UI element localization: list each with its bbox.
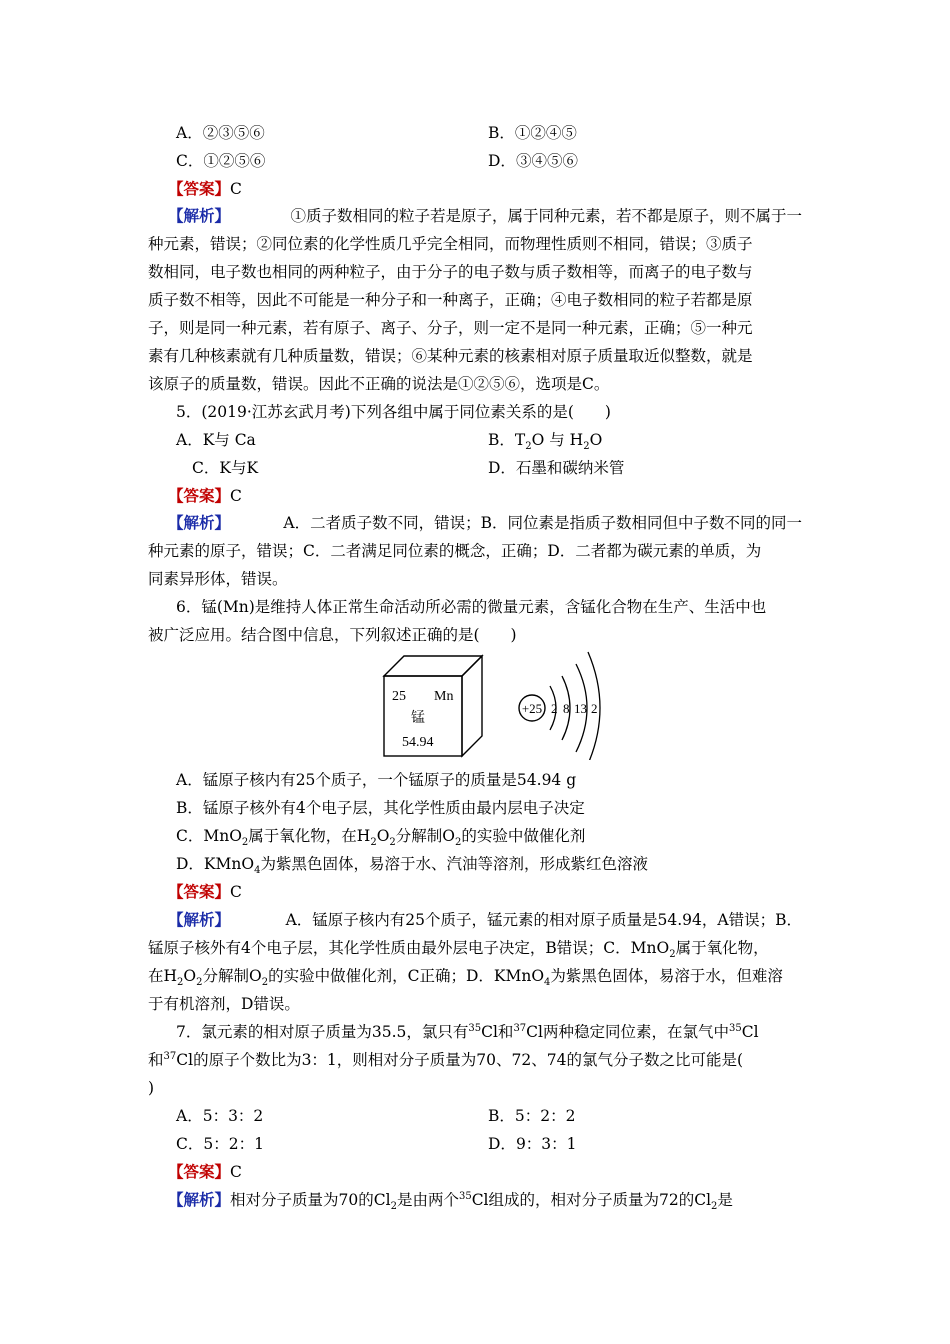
shell-electron-count: 8 [563,701,570,716]
manganese-figure [380,650,610,760]
q7-option-a: A．5：3：2 [176,1107,264,1125]
q7-explanation-line: 【解析】相对分子质量为70的$Cl_2$是由两个$^{35}$Cl组成的，相对分子质量为72的$Cl_2$是 [168,1190,733,1213]
q4-explanation-line: 【解析】 ①质子数相同的粒子若是原子，属于同种元素，若不都是原子，则不属于一 [168,206,802,225]
q7-stem-line: 和$^{37}$Cl的原子个数比为3：1，则相对分子质量为70、72、74的氯气分子数之比可能是( [148,1050,744,1069]
q5-explanation-line: 种元素的原子，错误；C．二者满足同位素的概念，正确；D．二者都为碳元素的单质，为 [148,542,762,560]
q4-explanation-line: 子，则是同一种元素，若有原子、离子、分子，则一定不是同一种元素，正确；⑤一种元 [148,319,753,337]
cube-side-face [462,656,482,756]
q4-explanation-line: 种元素，错误；②同位素的化学性质几乎完全相同，而物理性质则不相同，错误；③质子 [148,235,753,253]
q4-option-c: C．①②⑤⑥ [176,152,266,170]
q6-explanation-line: 于有机溶剂，D错误。 [148,995,300,1013]
q4-option-b: B．①②④⑤ [488,124,577,142]
q4-explanation-line: 质子数不相等，因此不可能是一种分子和一种离子，正确；④电子数相同的粒子若都是原 [148,291,753,309]
element-name: 锰 [411,710,425,726]
q6-explanation-line: 在$H_2O_2$分解制$O_2$的实验中做催化剂，C正确；D．KMnO$_4$为紫黑色固体，易溶于水，但难溶 [148,967,783,989]
q4-answer: 【答案】C [168,179,242,198]
q7-stem-line: 7．氯元素的相对原子质量为35.5，氯只有$^{35}$Cl和$^{37}$Cl两种稳定同位素，在氯气中$^{35}$Cl [176,1022,759,1041]
q6-explanation-line: 【解析】 A．锰原子核内有25个质子，锰元素的相对原子质量是54.94，A错误；B． [168,910,802,929]
q7-option-b: B．5：2：2 [488,1107,576,1125]
q6-stem-line: 6．锰(Mn)是维持人体正常生命活动所必需的微量元素，含锰化合物在生产、生活中也 [176,598,767,616]
q5-option-c: C．K与K [192,459,259,477]
q7-stem-line: ) [148,1079,155,1097]
atomic-mass: 54.94 [402,735,434,750]
shell-electron-count: 2 [591,701,598,716]
q5-explanation-line: 同素异形体，错误。 [148,570,288,588]
q5-option-a: A．K与 Ca [176,431,256,449]
q4-option-d: D．③④⑤⑥ [488,152,578,170]
q6-answer: 【答案】C [168,882,242,901]
q4-option-a: A．②③⑤⑥ [176,124,265,142]
manganese-diagram [380,650,610,760]
q6-stem-line: 被广泛应用。结合图中信息，下列叙述正确的是( ) [148,626,517,644]
q5-option-d: D．石墨和碳纳米管 [488,459,625,477]
q5-option-b: B．$T_2O$ 与 $H_2O$ [488,431,603,453]
q5-explanation-line: 【解析】 A．二者质子数不同，错误；B．同位素是指质子数相同但中子数不同的同一 [168,513,802,532]
element-symbol: Mn [434,689,454,704]
q6-option-b: B．锰原子核外有4个电子层，其化学性质由最内层电子决定 [176,799,585,817]
q4-explanation-line: 该原子的质量数，错误。因此不正确的说法是①②⑤⑥，选项是C。 [148,375,610,393]
shell-electron-count: 13 [574,701,587,716]
atomic-number: 25 [392,689,406,704]
q4-explanation-line: 素有几种核素就有几种质量数，错误；⑥某种元素的核素相对原子质量取近似整数，就是 [148,347,753,365]
q5-answer: 【答案】C [168,486,242,505]
q6-explanation-line: 锰原子核外有4个电子层，其化学性质由最外层电子决定，B错误；C．MnO$_2$属于氧化物， [148,939,769,961]
q5-stem: 5．(2019·江苏玄武月考)下列各组中属于同位素关系的是( ) [176,403,611,421]
q7-option-c: C．5：2：1 [176,1135,264,1153]
q7-option-d: D．9：3：1 [488,1135,577,1153]
q7-answer: 【答案】C [168,1162,242,1181]
q6-option-d: D．KMnO$_4$为紫黑色固体，易溶于水、汽油等溶剂，形成紫红色溶液 [176,855,648,877]
cube-top-face [384,656,482,676]
q4-explanation-line: 数相同，电子数也相同的两种粒子，由于分子的电子数与质子数相等，而离子的电子数与 [148,263,753,281]
q6-option-a: A．锰原子核内有25个质子，一个锰原子的质量是54.94 g [176,771,577,789]
shell-electron-count: 2 [551,701,558,716]
nucleus-charge: +25 [521,701,543,716]
q6-option-c: C．MnO$_2$属于氧化物，在$H_2O_2$分解制$O_2$的实验中做催化剂 [176,827,586,849]
